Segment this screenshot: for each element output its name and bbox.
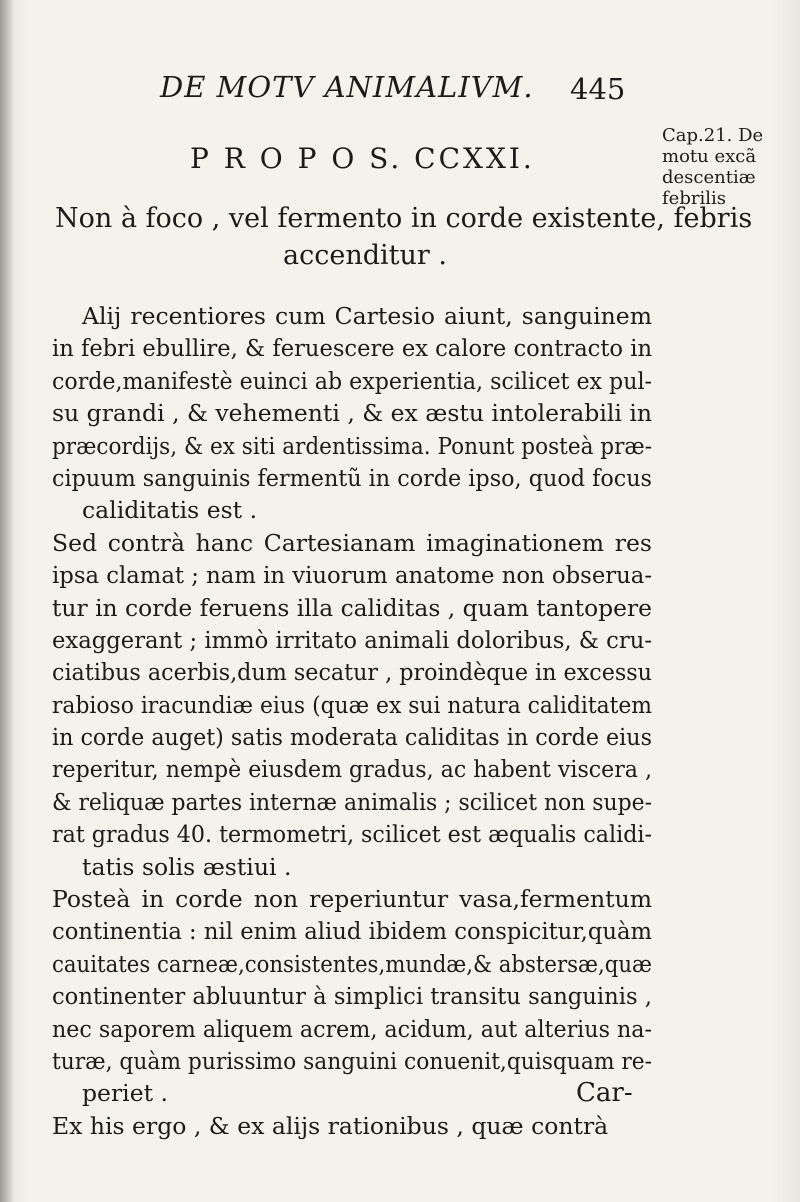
text-line: continenter abluuntur à simplici transitu sanguinis , bbox=[52, 982, 652, 1011]
text-line: exaggerant ; immò irritato animali doloribus, & cru- bbox=[52, 625, 652, 654]
text-line: rat gradus 40. termometri, scilicet est æqualis calidi- bbox=[52, 820, 652, 849]
text-line: su grandi , & vehementi , & ex æstu intolerabili in bbox=[52, 399, 652, 428]
text-line: periet . bbox=[82, 1079, 168, 1108]
text-line: turæ, quàm purissimo sanguini conuenit,quisquam re- bbox=[52, 1046, 652, 1075]
text-line: tatis solis æstiui . bbox=[82, 852, 292, 881]
proposition-statement-line-2: accenditur . bbox=[283, 240, 447, 271]
text-line: ciatibus acerbis,dum secatur , proindèque in excessu bbox=[52, 658, 652, 687]
proposition-heading: P R O P O S. CCXXI. bbox=[190, 142, 535, 175]
margin-note-line: motu excã bbox=[662, 146, 757, 167]
text-line: ipsa clamat ; nam in viuorum anatome non obserua- bbox=[52, 561, 652, 590]
text-line: rabioso iracundiæ eius (quæ ex sui natura caliditatem bbox=[52, 690, 652, 719]
text-line: tur in corde feruens illa caliditas , quam tantopere bbox=[52, 593, 652, 622]
text-line: cauitates carneæ,consistentes,mundæ,& abstersæ,quæ bbox=[52, 949, 652, 978]
margin-note-line: descentiæ bbox=[662, 167, 756, 188]
margin-note-line: Cap.21. De bbox=[662, 125, 764, 146]
text-line: in corde auget) satis moderata caliditas in corde eius bbox=[52, 723, 652, 752]
catchword: Car- bbox=[576, 1078, 633, 1108]
text-line: præcordijs, & ex siti ardentissima. Ponunt posteà præ- bbox=[52, 431, 652, 460]
proposition-statement-line-1: Non à foco , vel fermento in corde existente, febris bbox=[55, 203, 753, 234]
text-line: cipuum sanguinis fermentũ in corde ipso, quod focus bbox=[52, 463, 652, 492]
text-line: Alij recentiores cum Cartesio aiunt, sanguinem bbox=[82, 302, 652, 330]
text-line: Posteà in corde non reperiuntur vasa,fermentum bbox=[52, 885, 652, 914]
body-text bbox=[52, 300, 660, 1142]
text-line: in febri ebullire, & feruescere ex calore contracto in bbox=[52, 334, 652, 363]
text-line: Ex his ergo , & ex alijs rationibus , quæ contrà bbox=[52, 1111, 609, 1140]
margin-note-line: febrilis bbox=[662, 188, 726, 209]
text-line: & reliquæ partes internæ animalis ; scilicet non supe- bbox=[52, 787, 652, 816]
text-line: Sed contrà hanc Cartesianam imaginationem res bbox=[52, 528, 652, 557]
text-line: caliditatis est . bbox=[82, 496, 258, 525]
text-line: continentia : nil enim aliud ibidem conspicitur,quàm bbox=[52, 917, 652, 946]
margin-note bbox=[662, 125, 800, 209]
page-number: 445 bbox=[570, 72, 626, 106]
text-line: corde,manifestè euinci ab experientia, scilicet ex pul- bbox=[52, 366, 652, 395]
running-head bbox=[160, 70, 640, 106]
running-title: DE MOTV ANIMALIVM. bbox=[160, 70, 534, 104]
gutter-shadow bbox=[0, 0, 14, 1202]
text-line: reperitur, nempè eiusdem gradus, ac habent viscera , bbox=[52, 755, 652, 784]
text-line: nec saporem aliquem acrem, acidum, aut alterius na- bbox=[52, 1014, 652, 1043]
